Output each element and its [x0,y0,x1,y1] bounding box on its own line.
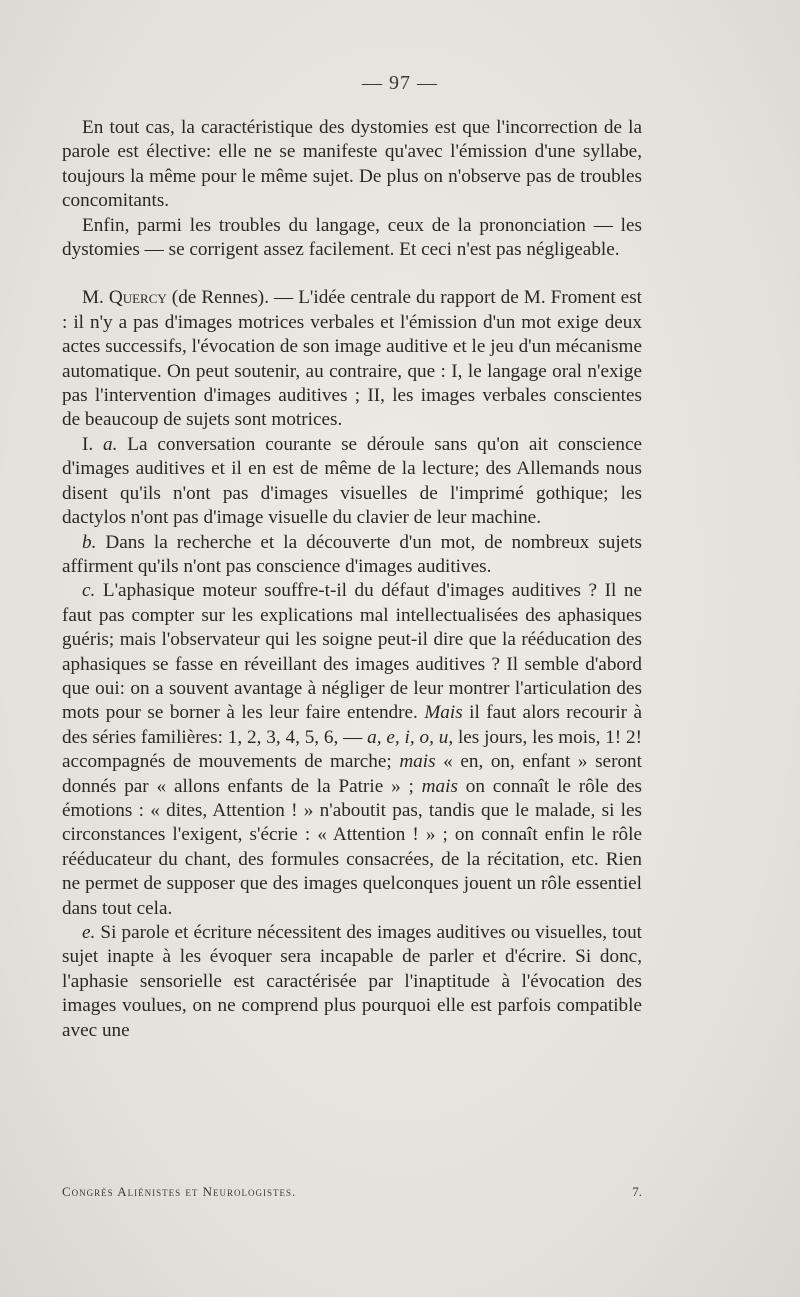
text-run: e. [82,922,96,943]
text-run: a, e, i, o, u, [367,726,454,748]
text-run: Quercy [108,287,167,309]
text-run: Mais [424,702,463,724]
text-run: c. [82,580,96,602]
paragraph [62,116,642,214]
paragraph [62,531,642,580]
text-run: on connaît le rôle des émotions : « dites, Attention ! » n'aboutit pas, tandis que le malade, si les circonstances l'exigent, s'écrie : « Attention ! » ; on connaît enfin le rôle rééducateur du chant, des formules consacrées, de la récitation, etc. Rien ne permet de supposer que des images quelconques jouent un rôle essentiel dans tout cela. [62,775,642,919]
text-run: En tout cas, la caractéristique des dystomies est que l'incorrection de la parole est élective: elle ne se manifeste qu'avec l'émission d'une syllabe, toujours la même pour le même sujet. De plus on n'observe pas de troubles concomitants. [62,117,642,212]
text-run: il faut alors recourir à des séries familières: 1, 2, 3, 4, 5, 6, — [62,702,642,748]
text-run: (de Rennes). — L'idée centrale du rapport de M. Froment est : il n'y a pas d'images motrices verbales et l'émission d'un mot exige deux actes successifs, l'évocation de son image auditive et le jeu d'un mécanisme automatique. On peut soutenir, au contraire, que : I, le langage oral n'exige pas l'intervention d'images auditives ; II, les images verbales conscientes de beaucoup de sujets sont motrices. [62,287,642,431]
footer-title: Congrès Aliénistes et Neurologistes. [62,1184,297,1199]
paragraph [62,921,642,1043]
text-run: Dans la recherche et la découverte d'un mot, de nombreux sujets affirment qu'ils n'ont pas conscience d'images auditives. [62,531,642,577]
text-run: Si parole et écriture nécessitent des images auditives ou visuelles, tout sujet inapte à les évoquer sera incapable de parler et d'écrire. Si donc, l'aphasie sensorielle est caractérisée par l'inaptitude à l'évocation des images voulues, on ne comprend plus pourquoi elle est parfois compatible avec une [62,922,642,1041]
text-run: I. [82,433,104,455]
paragraph [62,433,642,531]
paragraph [62,579,642,921]
text-run: M. [82,287,109,309]
text-run: La conversation courante se déroule sans qu'on ait conscience d'images auditives et il en est de même de la lecture; des Allemands nous disent qu'ils n'ont pas d'images visuelles de l'imprimé gothique; les dactylos n'ont pas d'image visuelle du clavier de leur machine. [62,433,643,529]
running-footer [62,1184,642,1200]
text-run: les jours, les mois, 1! 2! accompagnés de mouvements de marche; [62,726,642,773]
body-text [62,116,642,1043]
paragraph [62,214,642,263]
text-run: L'aphasique moteur souffre-t-il du défaut d'images auditives ? Il ne faut pas compter sur les explications mal intellectualisées des aphasiques guéris; mais l'observateur qui les soigne peut-il dire que la rééducation des aphasiques se fasse en réveillant des images auditives ? Il semble d'abord que oui: on a souvent avantage à négliger de leur montrer l'articulation des mots pour se borner à les leur faire entendre. [62,580,642,724]
signature-mark: 7. [632,1184,642,1199]
text-run: a. [103,433,118,455]
text-run: mais [421,775,458,797]
paragraph [62,286,642,432]
text-run: b. [82,531,97,553]
page-number: — 97 — [362,72,438,94]
text-run: mais [399,751,436,773]
text-run: Enfin, parmi les troubles du langage, ceux de la prononciation — les dystomies — se corrigent assez facilement. Et ceci n'est pas négligeable. [62,214,642,261]
text-run: « en, on, enfant » seront donnés par « allons enfants de la Patrie » ; [62,751,642,797]
